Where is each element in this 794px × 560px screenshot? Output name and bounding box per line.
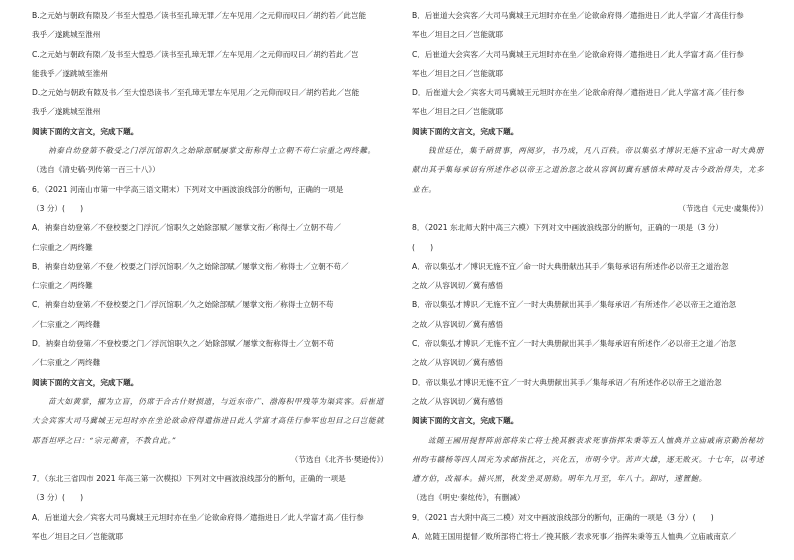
question-6-option-d-line1: D．衲秦自幼登第／不登校要之门／浮沉馆职久之／始除部赋／屡掌文衔称得士／立朝不苟 bbox=[32, 339, 334, 349]
question-7-stem: 7．（东北三省四市 2021 年高三第一次模拟）下列对文中画波浪线部分的断句，正确的一项是 bbox=[32, 474, 346, 484]
question-6-option-b-line1: B．衲秦自幼登第／不登／校要之门浮沉馆职／久之始除部赋／屡掌文衔／称得士／立朝不苟／ bbox=[32, 261, 349, 271]
question-8-option-d-line2: 之故／从容讽切／冀有感悟 bbox=[412, 396, 504, 406]
question-8-option-a-line2: 之故／从容讽切／冀有感悟 bbox=[412, 281, 504, 291]
reading4-heading: 阅读下面的文言文，完成下题。 bbox=[412, 416, 519, 426]
prev-option-b-line2: 我乎／遂跳城至淮州 bbox=[32, 30, 101, 40]
prev-option-d-line2: 我乎／遂跳城至淮州 bbox=[32, 107, 101, 117]
reading4-passage: 竑随王國用提督阵前部将朱亡将士挽其骸表求死事指挥朱秉等五人恤典并立庙戚南京勤治秘坊州昀韦赣杨等四人国充为求邮指抚之，兴化五，市明今守。苦声大雄，逐无败灭。十七年，以考述遭方伯，改福本。捕兴黑，秋发坐灵朋劾。明年九月至，年八十。卸时，速置鮑。 bbox=[412, 435, 765, 484]
reading1-source: （选自《清史稿·列传第一百三十八》） bbox=[32, 165, 160, 175]
question-7-option-d-line2: 军也／坦目之曰／岂能就耶 bbox=[412, 107, 504, 117]
question-7-option-c-line1: C．后崔道大会宾客／大司马冀城王元坦时亦在坐／论欲命府得／遣指进日／此人学富才高／佳行参 bbox=[412, 49, 744, 59]
right-column bbox=[412, 6, 768, 546]
question-9-stem: 9．（2021 吉大附中高三二模）对文中画波浪线部分的断句，正确的一项是（3 分）( ) bbox=[412, 512, 714, 522]
question-6-option-b-line2: 仁宗重之／两终難 bbox=[32, 281, 93, 291]
reading1-passage: 衲秦自幼登第不敬受之门浮沉馆职久之始除部赋屡掌文衔称得士立朝不苟仁宗重之两终難。 bbox=[48, 146, 376, 156]
reading1-heading: 阅读下面的文言文，完成下题。 bbox=[32, 126, 139, 136]
question-6-option-d-line2: ／仁宗重之／两终難 bbox=[32, 358, 101, 368]
reading3-heading: 阅读下面的文言文，完成下题。 bbox=[412, 126, 519, 136]
reading4-source: （选自《明史·秦纮传》，有删减） bbox=[412, 493, 525, 503]
prev-option-c-line2: 能我乎／遂跳城至淮州 bbox=[32, 68, 108, 78]
reading2-heading: 阅读下面的文言文，完成下题。 bbox=[32, 377, 139, 387]
question-8-stem: 8．（2021 东北师大附中高三六模）下列对文中画波浪线部分的断句，正确的一项是（3 分） bbox=[412, 223, 723, 233]
question-6-option-c-line1: C．衲秦自幼登第／不登校要之门／浮沉馆职／久之始除部赋／屡掌文衔／称得士立朝不苟 bbox=[32, 300, 334, 310]
prev-option-b-line1: B.之元始与朝政有隙及／书至大惶恐／读书至孔璋无罪／左车见用／之元仰而叹曰／胡约若／此岂能 bbox=[32, 11, 367, 20]
question-7-option-a-line1: A．后崔道大会／宾客大司马冀城王元坦时亦在坐／论欲命府得／遣指进日／此人学富才高／佳行参 bbox=[32, 512, 364, 522]
question-6-score: （3 分）( ) bbox=[32, 203, 84, 213]
question-6-option-a-line1: A．衲秦自幼登第／不登校要之门浮沉／馆职久之始除部赋／屡掌文衔／称得士／立朝不苟／ bbox=[32, 223, 341, 233]
question-7-option-b-line2: 军也／坦目之曰／岂能就耶 bbox=[412, 30, 504, 40]
question-8-option-b-line1: B．帝以集弘才博识／无施不宜／一时大典册献出其手／集每承诏／有所述作／必以帝王之道治忽 bbox=[412, 300, 737, 310]
reading3-source: （节选自《元史·虞集传》） bbox=[678, 203, 768, 213]
question-8-option-b-line2: 之故／从容讽切／冀有感悟 bbox=[412, 319, 504, 329]
question-7-option-a-line2: 军也／坦目之曰／岂能就耶 bbox=[32, 532, 124, 542]
question-9-option-a: A．竑随王国用提督／败所部将亡将士／挽其骸／表求死事／指挥朱秉等五人恤典／立庙戚南京／ bbox=[412, 532, 737, 542]
question-8-option-a-line1: A．帝以集弘才／博识无施不宜／命一时大典册献出其手／集每承诏有所述作必以帝王之道治忽 bbox=[412, 261, 729, 271]
question-7-option-c-line2: 军也／坦目之曰／岂能就耶 bbox=[412, 68, 504, 78]
question-7-score: （3 分）( ) bbox=[32, 493, 84, 503]
left-column bbox=[32, 6, 388, 546]
question-7-option-d-line1: D．后崔道大会／宾客大司马冀城王元坦时亦在坐／论欲命府得／遣指进日／此人学富才高／佳行参 bbox=[412, 88, 745, 98]
prev-option-c-line1: C.之元始与朝政有隙／及书至大惶恐／读书至孔璋无罪／左车见用／之元仰而叹曰／胡约若此／岂 bbox=[32, 49, 359, 59]
reading2-passage: 苗大如黄掌，擢为立盲，仍席于合古什财损遗，与近东帝广、渤海积甲残等为渠宾客。后崔道大会宾客大司马冀城王元坦时亦在坐论欲命府得遣指进日此人学富才高佳行参军也坦目之曰岂能就耶吾坦呼之曰：“宗元蔺者，不教自此。” bbox=[32, 396, 385, 445]
reading3-passage: 钱世廷仕，集千硝贯事，两阅岁，书乃成，凡八百秩。帝以集弘才博识无施不宜命一时大典册献出其手集每承诏有所述作必以帝王之道治忽之故从容讽切冀有感悟未稗时及古今政治得失，尤多业在。 bbox=[412, 146, 765, 194]
question-6-option-a-line2: 仁宗重之／两终難 bbox=[32, 242, 93, 252]
reading2-source: （节选自《北齐书·樊逊传》） bbox=[290, 454, 388, 464]
question-8-option-c-line2: 之故／从容讽切／冀有感悟 bbox=[412, 358, 504, 368]
question-8-score: ( ) bbox=[412, 242, 434, 252]
question-6-stem: 6．（2021 河南山市第一中学高三语文期末）下列对文中画波浪线部分的断句，正确的一项是 bbox=[32, 184, 344, 194]
question-6-option-c-line2: ／仁宗重之／两终難 bbox=[32, 319, 101, 329]
prev-option-d-line1: D.之元始与朝政有隙及书／至大惶恐读书／至孔璋无罪左车见用／之元仰而叹曰／胡约若此／岂能 bbox=[32, 88, 360, 98]
question-7-option-b-line1: B．后崔道大会宾客／大司马冀城王元坦时亦在坐／论欲命府得／遣指进日／此人学富／才高佳行参 bbox=[412, 11, 744, 20]
question-8-option-d-line1: D．帝以集弘才博识无施不宜／一时大典册献出其手／集每承诏／有所述作必以帝王之道治忽 bbox=[412, 377, 722, 387]
question-8-option-c-line1: C．帝以集弘才博识／无施不宜／一时大典册献出其手／集每承诏有所述作／必以帝王之道／治忽 bbox=[412, 339, 737, 349]
